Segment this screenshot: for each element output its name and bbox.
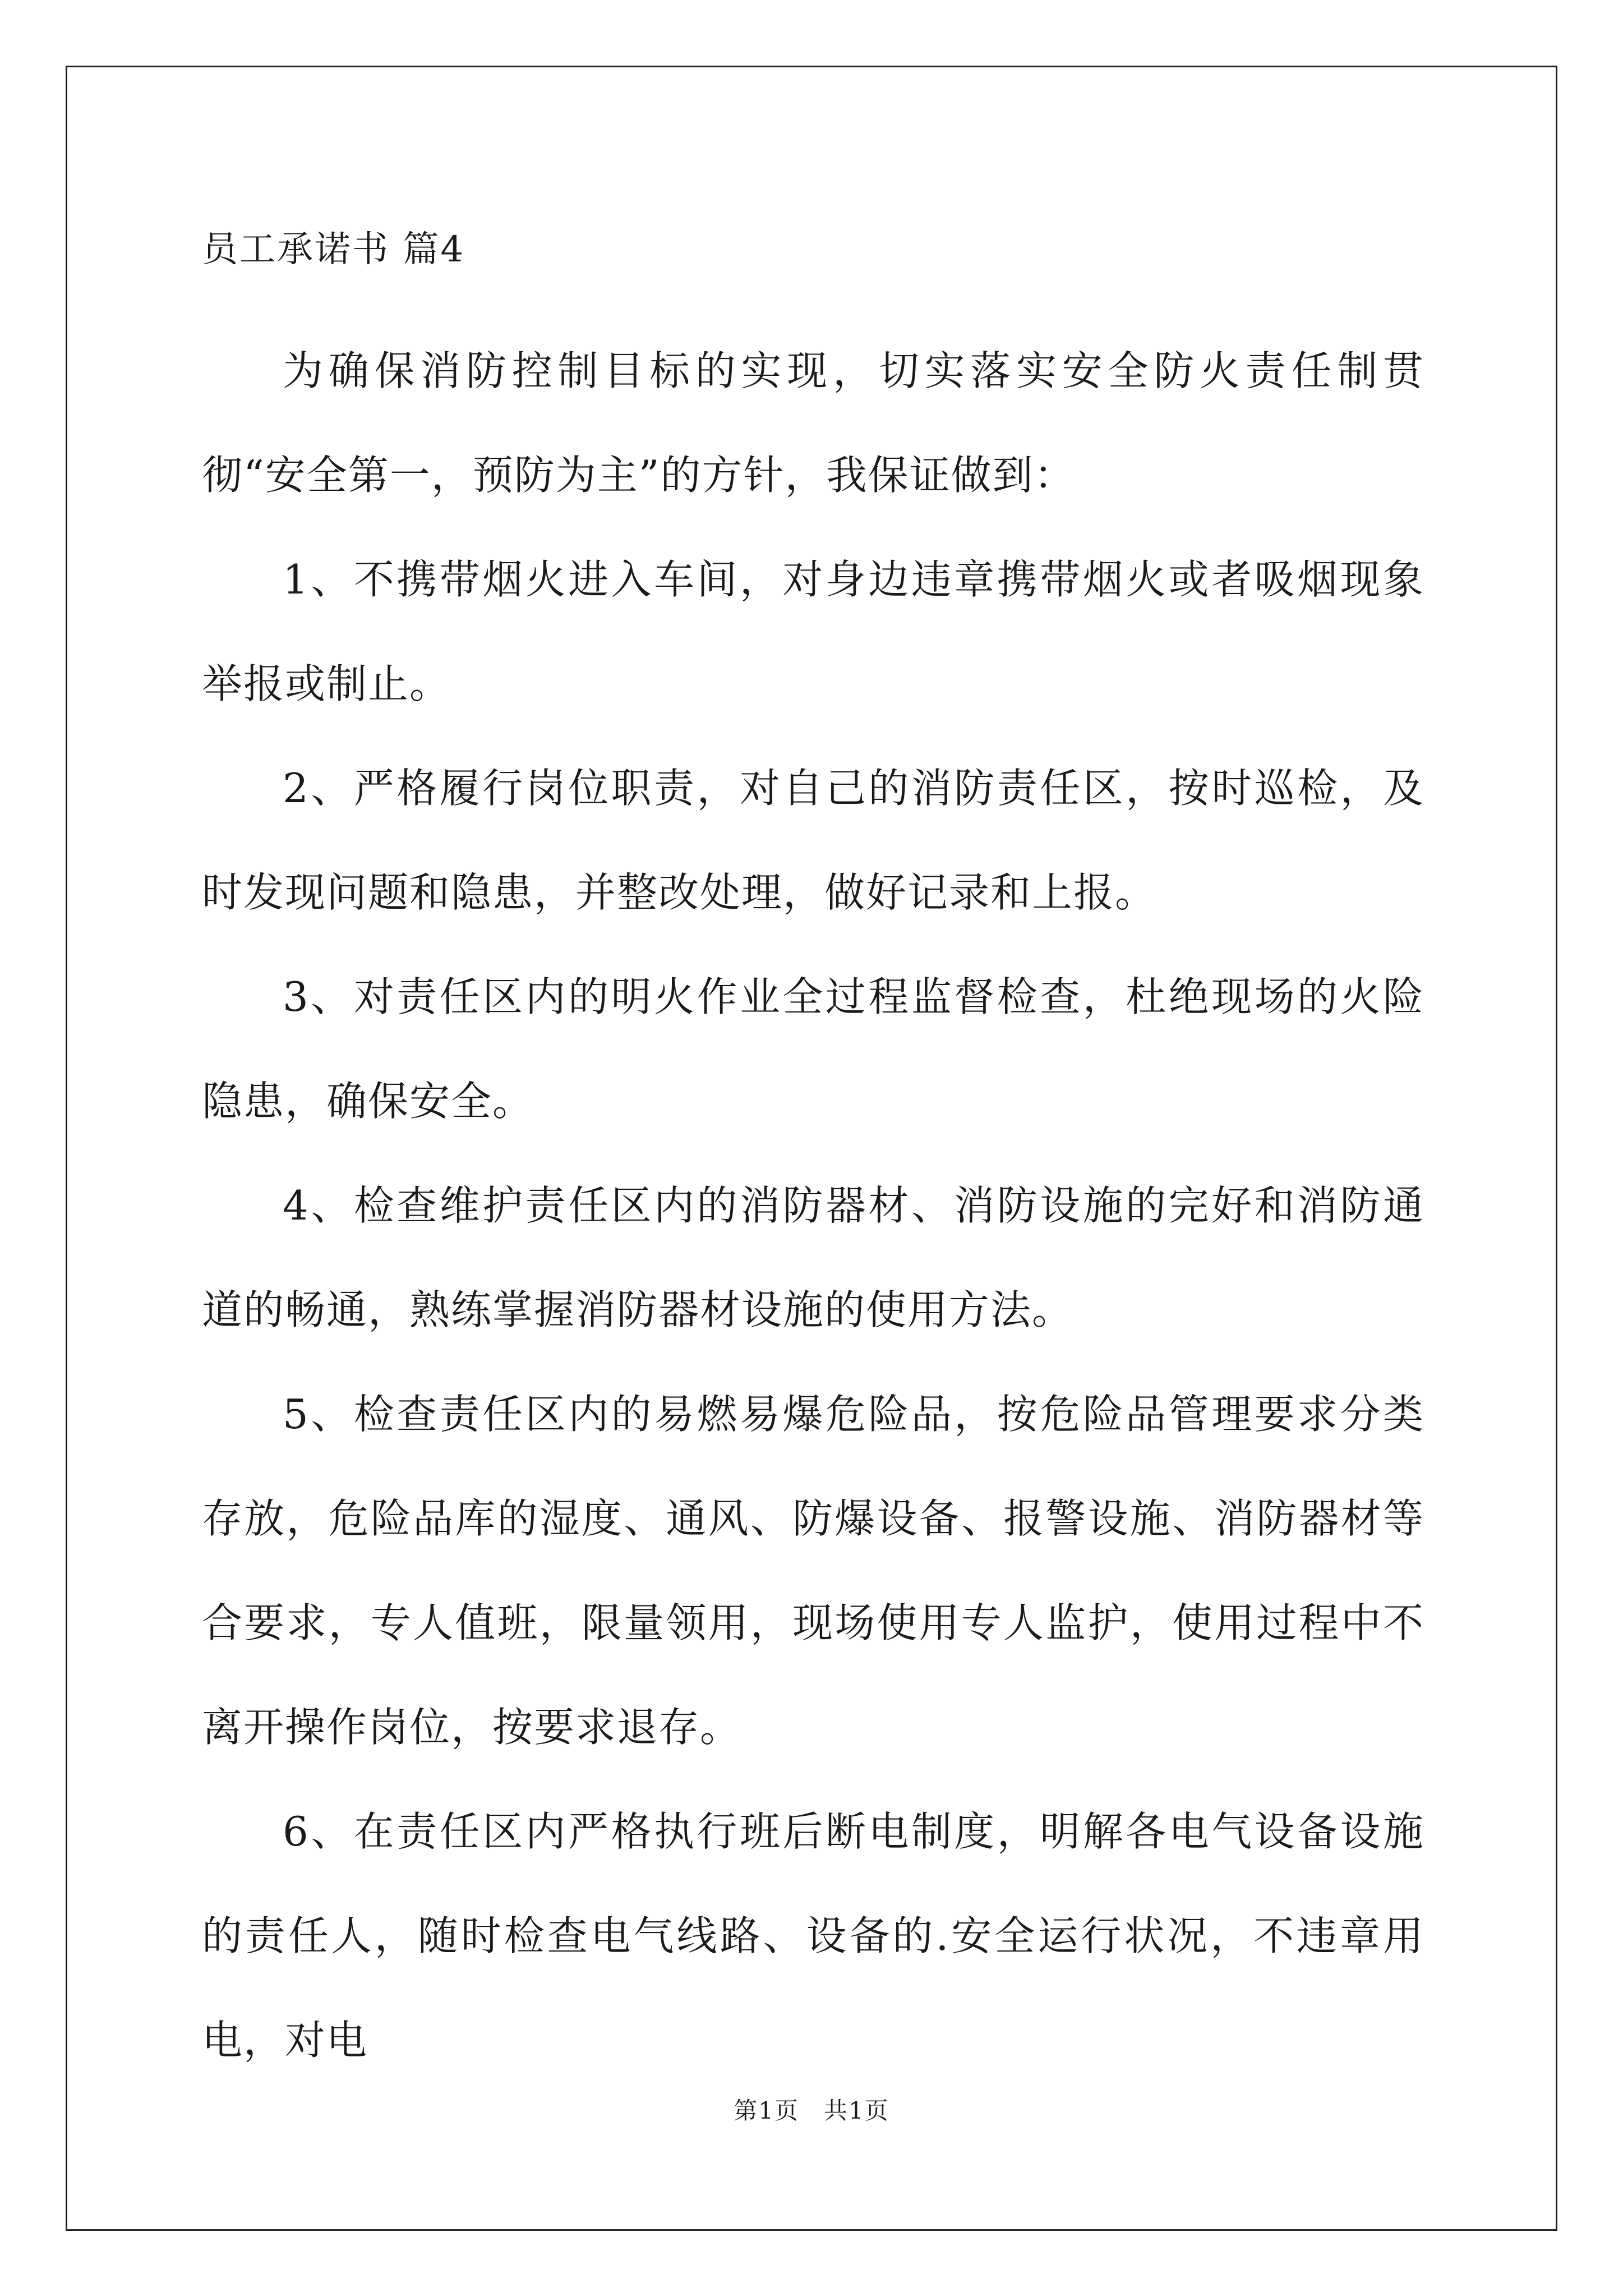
paragraph-item-3: 3、对责任区内的明火作业全过程监督检查，杜绝现场的火险隐患，确保安全。 <box>202 973 1424 1125</box>
paragraph-item-6: 6、在责任区内严格执行班后断电制度，明解各电气设备设施的责任人，随时检查电气线路、设备的.安全运行状况，不违章用电，对电 <box>202 1808 1424 2064</box>
paragraph-item-2: 2、严格履行岗位职责，对自己的消防责任区，按时巡检，及时发现问题和隐患，并整改处理，做好记录和上报。 <box>202 765 1424 916</box>
paragraph-intro: 为确保消防控制目标的实现，切实落实安全防火责任制贯彻“安全第一，预防为主”的方针，我保证做到： <box>202 347 1424 499</box>
paragraph-item-5: 5、检查责任区内的易燃易爆危险品，按危险品管理要求分类存放，危险品库的湿度、通风、防爆设备、报警设施、消防器材等合要求，专人值班，限量领用，现场使用专人监护，使用过程中不离开操作岗位，按要求退存。 <box>202 1391 1424 1751</box>
paragraph-item-1: 1、不携带烟火进入车间，对身边违章携带烟火或者吸烟现象举报或制止。 <box>202 556 1424 707</box>
document-title: 员工承诺书 篇4 <box>202 229 465 270</box>
page-footer: 第1页 共1页 <box>734 2097 889 2124</box>
document-body <box>202 219 1424 2092</box>
paragraph-item-4: 4、检查维护责任区内的消防器材、消防设施的完好和消防通道的畅通，熟练掌握消防器材设施的使用方法。 <box>202 1182 1424 1333</box>
